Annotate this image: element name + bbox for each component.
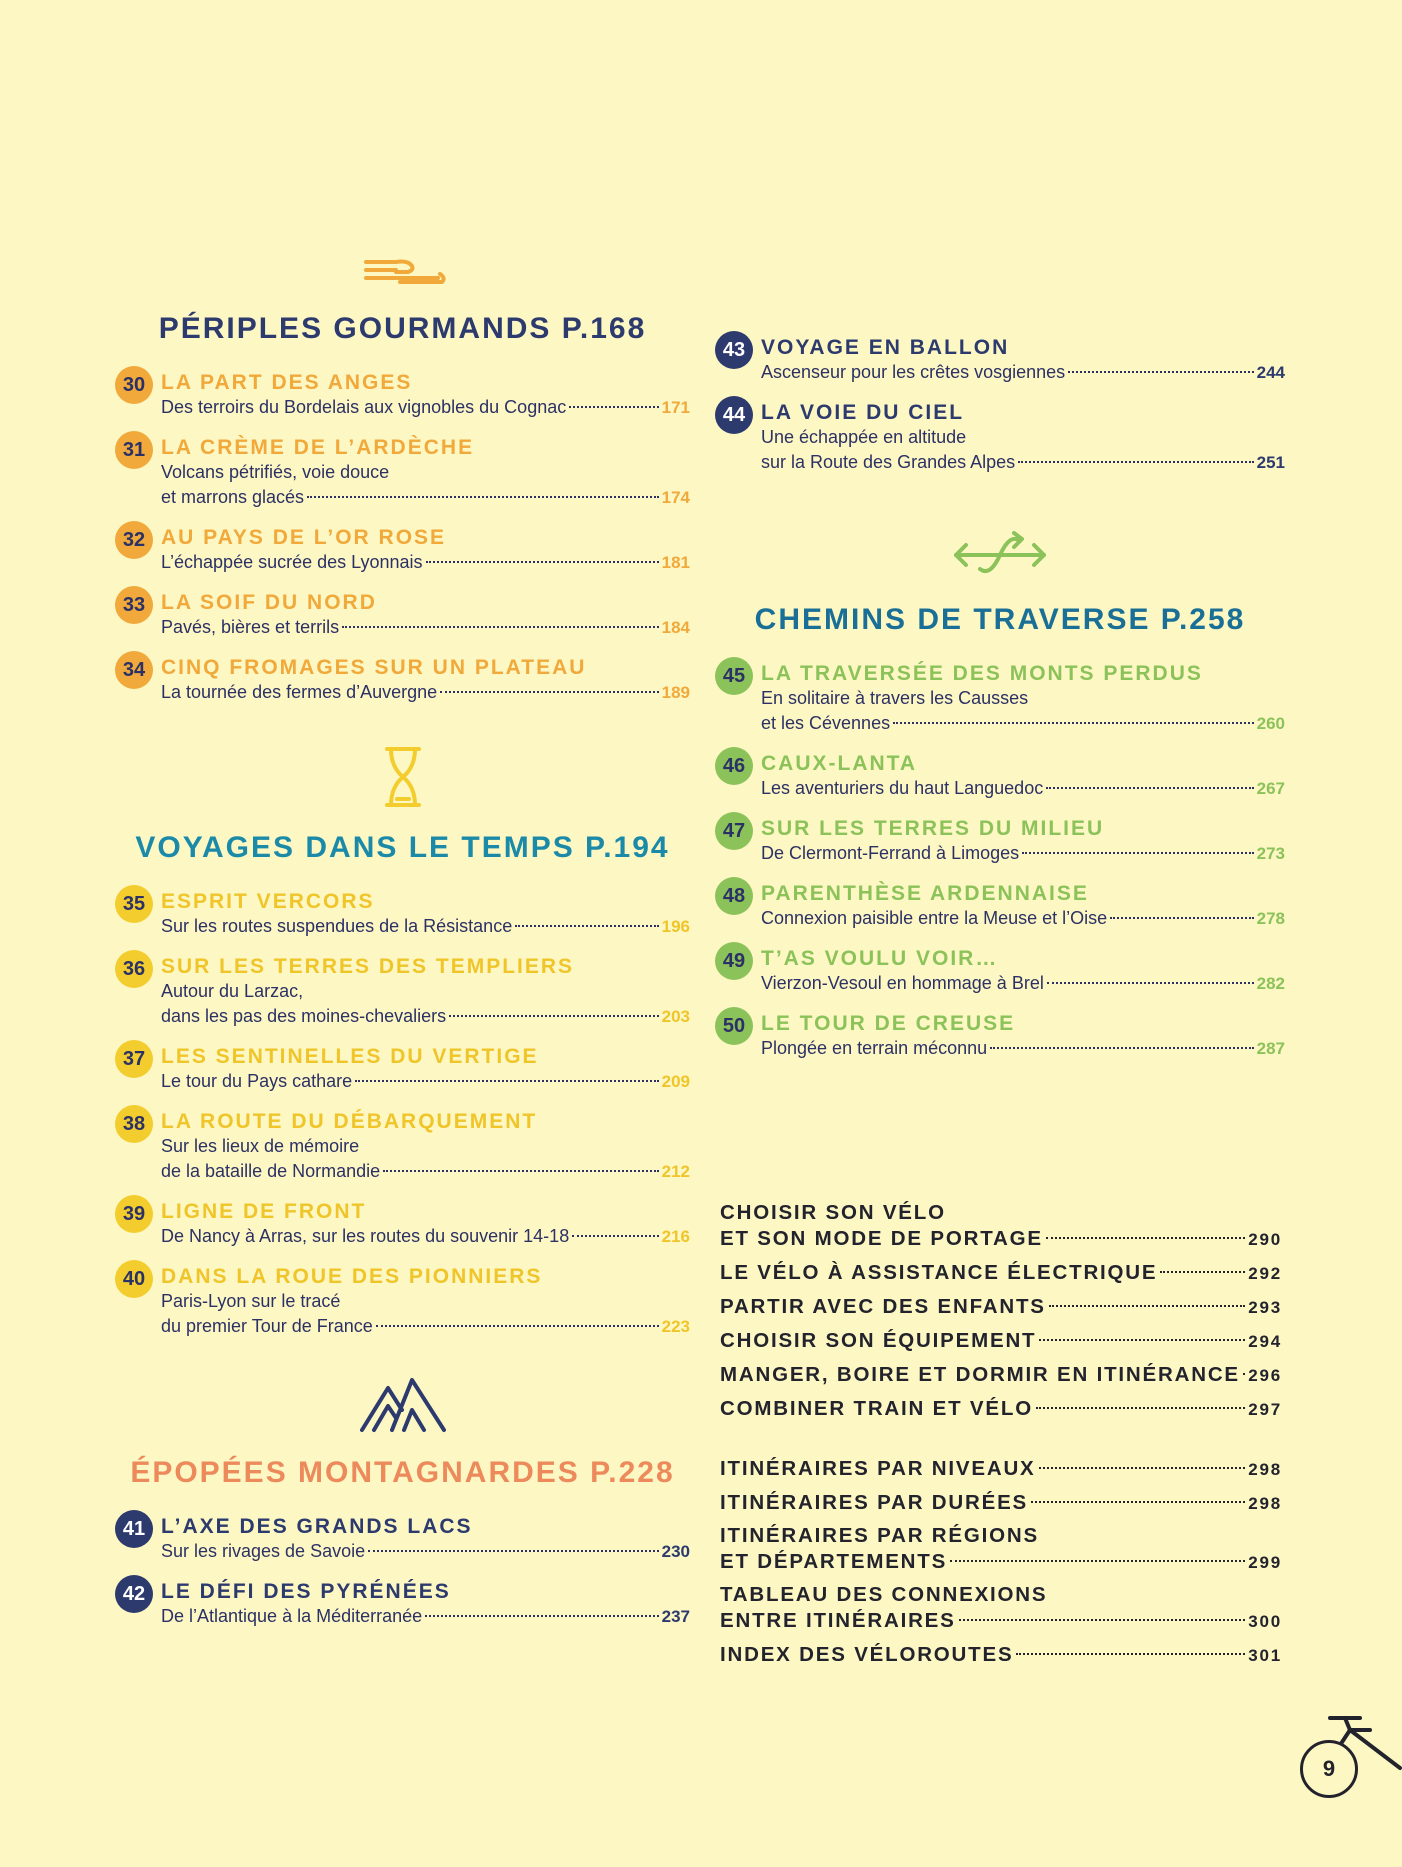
leader-dots — [425, 1615, 658, 1617]
entry-subtitle: Vierzon-Vesoul en hommage à Brel — [761, 973, 1044, 993]
entry-number-badge: 47 — [715, 812, 753, 850]
entry-subtitle: et les Cévennes — [761, 713, 891, 733]
entry-title: SUR LES TERRES DU MILIEU — [761, 817, 1105, 840]
entry-leader-line — [161, 550, 690, 575]
leader-dots — [950, 1560, 1245, 1562]
annex-row[interactable] — [720, 1361, 1282, 1389]
entry-subtitle: sur la Route des Grandes Alpes — [761, 452, 1016, 472]
entry-page: 216 — [661, 1227, 690, 1246]
entry-number-badge: 41 — [115, 1510, 153, 1548]
page-number: 9 — [1300, 1740, 1358, 1798]
entry-number-badge: 35 — [115, 885, 153, 923]
entry-number-badge: 49 — [715, 942, 753, 980]
annex-label: INDEX DES VÉLOROUTES — [720, 1643, 1014, 1666]
toc-entry[interactable] — [715, 751, 1285, 801]
entry-number-badge: 32 — [115, 521, 153, 559]
entry-number-badge: 46 — [715, 747, 753, 785]
leader-dots — [376, 1325, 659, 1327]
annex-page: 301 — [1248, 1646, 1282, 1665]
entry-subtitle: Ascenseur pour les crêtes vosgiennes — [761, 362, 1066, 382]
entry-page: 260 — [1256, 714, 1285, 733]
entry-subtitle: De l’Atlantique à la Méditerranée — [161, 1606, 423, 1626]
entry-number-badge: 34 — [115, 651, 153, 689]
entry-leader-line — [161, 1159, 690, 1184]
entry-number-badge: 39 — [115, 1195, 153, 1233]
annex-row[interactable] — [720, 1455, 1282, 1483]
entry-leader-line — [761, 711, 1285, 736]
toc-entry[interactable] — [115, 1579, 690, 1629]
entry-leader-line — [161, 1224, 690, 1249]
annex-line: ITINÉRAIRES PAR RÉGIONS — [720, 1524, 1039, 1547]
entry-subtitle: La tournée des fermes d’Auvergne — [161, 682, 438, 702]
annex-row[interactable] — [720, 1607, 1282, 1635]
entry-page: 223 — [661, 1317, 690, 1336]
entry-number-badge: 44 — [715, 396, 753, 434]
cutlery-icon — [358, 250, 448, 290]
leader-dots — [440, 691, 658, 693]
annex-label: ITINÉRAIRES PAR DURÉES — [720, 1491, 1029, 1514]
annex-page: 292 — [1248, 1264, 1282, 1283]
left-column — [115, 250, 690, 1644]
leader-dots — [959, 1619, 1246, 1621]
annex-row[interactable] — [720, 1293, 1282, 1321]
entry-page: 282 — [1256, 974, 1285, 993]
leader-dots — [426, 561, 659, 563]
leader-dots — [1047, 982, 1254, 984]
leader-dots — [1046, 787, 1253, 789]
annex-page: 300 — [1248, 1612, 1282, 1631]
toc-entry[interactable] — [115, 525, 690, 575]
leader-dots — [1110, 917, 1253, 919]
annex-label: ET SON MODE DE PORTAGE — [720, 1227, 1043, 1250]
leader-dots — [368, 1550, 659, 1552]
annex-row[interactable] — [720, 1259, 1282, 1287]
annex-label: ET DÉPARTEMENTS — [720, 1550, 948, 1573]
leader-dots — [449, 1015, 658, 1017]
entry-subtitle: Sur les routes suspendues de la Résistance — [161, 916, 513, 936]
entry-title: PARENTHÈSE ARDENNAISE — [761, 882, 1089, 905]
entry-page: 278 — [1256, 909, 1285, 928]
annex-label: MANGER, BOIRE ET DORMIR EN ITINÉRANCE — [720, 1363, 1240, 1386]
toc-entry[interactable] — [115, 1264, 690, 1339]
entry-page: 184 — [661, 618, 690, 637]
entry-title: LE TOUR DE CREUSE — [761, 1012, 1016, 1035]
annex-guides — [720, 1200, 1282, 1429]
leader-dots — [383, 1170, 658, 1172]
entry-page: 181 — [661, 553, 690, 572]
entry-number-badge: 45 — [715, 657, 753, 695]
annex-label: COMBINER TRAIN ET VÉLO — [720, 1397, 1033, 1420]
annex-page: 296 — [1248, 1366, 1282, 1385]
leader-dots — [1039, 1339, 1245, 1341]
entry-page: 209 — [661, 1072, 690, 1091]
annex-page: 298 — [1248, 1494, 1282, 1513]
section-title-traverse: CHEMINS DE TRAVERSE P.258 — [754, 603, 1246, 636]
annex-page: 299 — [1248, 1553, 1282, 1572]
toc-entry[interactable] — [115, 889, 690, 939]
entry-leader-line — [161, 485, 690, 510]
entry-page: 171 — [661, 398, 690, 417]
leader-dots — [1016, 1653, 1245, 1655]
entry-page: 287 — [1256, 1039, 1285, 1058]
hourglass-icon — [383, 745, 423, 809]
toc-entry[interactable] — [115, 435, 690, 510]
annex-label: ITINÉRAIRES PAR NIVEAUX — [720, 1457, 1036, 1480]
entry-number-badge: 50 — [715, 1007, 753, 1045]
entry-title: CINQ FROMAGES SUR UN PLATEAU — [161, 656, 587, 679]
toc-entry[interactable] — [115, 370, 690, 420]
leader-dots — [1031, 1501, 1245, 1503]
entry-page: 244 — [1256, 363, 1285, 382]
annex-page: 298 — [1248, 1460, 1282, 1479]
entry-subtitle: L’échappée sucrée des Lyonnais — [161, 552, 423, 572]
entry-page: 237 — [661, 1607, 690, 1626]
entry-leader-line — [761, 776, 1285, 801]
entry-subtitle: Autour du Larzac, — [161, 981, 304, 1001]
entry-number-badge: 33 — [115, 586, 153, 624]
annex-row[interactable] — [720, 1641, 1282, 1669]
entry-page: 196 — [661, 917, 690, 936]
toc-entry[interactable] — [715, 661, 1285, 736]
toc-entry[interactable] — [115, 1044, 690, 1094]
entry-subtitle: Plongée en terrain méconnu — [761, 1038, 988, 1058]
entry-subtitle: Des terroirs du Bordelais aux vignobles du Cognac — [161, 397, 567, 417]
entry-title: LA TRAVERSÉE DES MONTS PERDUS — [761, 662, 1203, 685]
leader-dots — [1046, 1237, 1245, 1239]
toc-entry[interactable] — [115, 655, 690, 705]
crossing-arrows-icon — [950, 525, 1050, 581]
entry-leader-line — [161, 615, 690, 640]
entry-page: 189 — [661, 683, 690, 702]
annex-row[interactable] — [720, 1225, 1282, 1253]
section-title-temps: VOYAGES DANS LE TEMPS P.194 — [135, 831, 670, 864]
entry-subtitle: Une échappée en altitude — [761, 427, 967, 447]
annex-page: 294 — [1248, 1332, 1282, 1351]
entry-title: VOYAGE EN BALLON — [761, 336, 1010, 359]
entry-leader-line — [161, 1314, 690, 1339]
leader-dots — [893, 722, 1254, 724]
entry-leader-line — [761, 450, 1285, 475]
leader-dots — [515, 925, 658, 927]
leader-dots — [1036, 1407, 1245, 1409]
entry-subtitle: et marrons glacés — [161, 487, 305, 507]
entry-title: LA PART DES ANGES — [161, 371, 413, 394]
leader-dots — [1022, 852, 1254, 854]
entries-gourmands — [115, 370, 690, 705]
toc-entry[interactable] — [115, 954, 690, 1029]
entry-title: SUR LES TERRES DES TEMPLIERS — [161, 955, 575, 978]
entry-title: L’AXE DES GRANDS LACS — [161, 1515, 473, 1538]
annex-page: 297 — [1248, 1400, 1282, 1419]
entry-leader-line — [761, 841, 1285, 866]
entry-subtitle: De Clermont-Ferrand à Limoges — [761, 843, 1020, 863]
entry-number-badge: 38 — [115, 1105, 153, 1143]
entry-page: 230 — [661, 1542, 690, 1561]
entry-title: LA ROUTE DU DÉBARQUEMENT — [161, 1110, 538, 1133]
toc-entry[interactable] — [115, 590, 690, 640]
toc-entry[interactable] — [715, 335, 1285, 385]
entry-number-badge: 42 — [115, 1575, 153, 1613]
mountain-icon — [358, 1374, 448, 1434]
entry-leader-line — [161, 914, 690, 939]
entry-leader-line — [161, 1004, 690, 1029]
toc-entry[interactable] — [115, 1514, 690, 1564]
entry-subtitle: Le tour du Pays cathare — [161, 1071, 353, 1091]
toc-entry[interactable] — [715, 881, 1285, 931]
entry-page: 174 — [661, 488, 690, 507]
entry-leader-line — [761, 906, 1285, 931]
annex-page: 293 — [1248, 1298, 1282, 1317]
annex-row[interactable] — [720, 1489, 1282, 1517]
leader-dots — [1049, 1305, 1245, 1307]
entry-leader-line — [161, 1539, 690, 1564]
leader-dots — [1243, 1373, 1245, 1375]
entry-title: T’AS VOULU VOIR… — [761, 947, 999, 970]
annex-row[interactable] — [720, 1395, 1282, 1423]
entry-subtitle: Pavés, bières et terrils — [161, 617, 340, 637]
entry-subtitle: de la bataille de Normandie — [161, 1161, 381, 1181]
entries-montagnardes-right — [715, 335, 1285, 475]
leader-dots — [569, 406, 658, 408]
entry-leader-line — [161, 1069, 690, 1094]
entry-number-badge: 30 — [115, 366, 153, 404]
toc-entry[interactable] — [715, 1011, 1285, 1061]
annex-label: ENTRE ITINÉRAIRES — [720, 1609, 956, 1632]
entry-page: 251 — [1256, 453, 1285, 472]
entry-page: 267 — [1256, 779, 1285, 798]
annex-row[interactable] — [720, 1548, 1282, 1576]
section-title-montagnardes: ÉPOPÉES MONTAGNARDES P.228 — [130, 1456, 675, 1489]
annex-row[interactable] — [720, 1327, 1282, 1355]
entry-title: CAUX-LANTA — [761, 752, 918, 775]
entry-leader-line — [161, 1604, 690, 1629]
entry-page: 273 — [1256, 844, 1285, 863]
annex-page: 290 — [1248, 1230, 1282, 1249]
entry-number-badge: 48 — [715, 877, 753, 915]
entry-subtitle: En solitaire à travers les Causses — [761, 688, 1029, 708]
annex-label: LE VÉLO À ASSISTANCE ÉLECTRIQUE — [720, 1261, 1158, 1284]
entry-leader-line — [761, 971, 1285, 996]
entry-number-badge: 36 — [115, 950, 153, 988]
entry-title: LIGNE DE FRONT — [161, 1200, 367, 1223]
annex-line: TABLEAU DES CONNEXIONS — [720, 1583, 1048, 1606]
entry-subtitle: Sur les rivages de Savoie — [161, 1541, 366, 1561]
toc-entry[interactable] — [115, 1109, 690, 1184]
entry-title: AU PAYS DE L’OR ROSE — [161, 526, 447, 549]
entry-subtitle: Volcans pétrifiés, voie douce — [161, 462, 390, 482]
annex-line: CHOISIR SON VÉLO — [720, 1201, 946, 1224]
entry-page: 203 — [661, 1007, 690, 1026]
entry-leader-line — [161, 395, 690, 420]
entry-title: DANS LA ROUE DES PIONNIERS — [161, 1265, 543, 1288]
leader-dots — [1039, 1467, 1246, 1469]
leader-dots — [355, 1080, 659, 1082]
entry-subtitle: Les aventuriers du haut Languedoc — [761, 778, 1044, 798]
section-title-gourmands: PÉRIPLES GOURMANDS P.168 — [158, 312, 647, 345]
entry-title: LA VOIE DU CIEL — [761, 401, 965, 424]
leader-dots — [990, 1047, 1253, 1049]
entry-number-badge: 37 — [115, 1040, 153, 1078]
entry-subtitle: Connexion paisible entre la Meuse et l’Oise — [761, 908, 1108, 928]
entry-leader-line — [161, 680, 690, 705]
entry-subtitle: dans les pas des moines-chevaliers — [161, 1006, 447, 1026]
entry-title: LA SOIF DU NORD — [161, 591, 377, 614]
entries-temps — [115, 889, 690, 1339]
toc-entry[interactable] — [715, 400, 1285, 475]
entry-title: ESPRIT VERCORS — [161, 890, 375, 913]
leader-dots — [342, 626, 659, 628]
leader-dots — [307, 496, 659, 498]
toc-entry[interactable] — [115, 1199, 690, 1249]
entry-subtitle: du premier Tour de France — [161, 1316, 373, 1336]
entry-title: LES SENTINELLES DU VERTIGE — [161, 1045, 539, 1068]
entry-number-badge: 31 — [115, 431, 153, 469]
annex-label: PARTIR AVEC DES ENFANTS — [720, 1295, 1046, 1318]
leader-dots — [1160, 1271, 1245, 1273]
entry-leader-line — [761, 1036, 1285, 1061]
toc-entry[interactable] — [715, 946, 1285, 996]
entry-number-badge: 40 — [115, 1260, 153, 1298]
entry-subtitle: De Nancy à Arras, sur les routes du souvenir 14-18 — [161, 1226, 570, 1246]
annex-indexes — [720, 1455, 1282, 1675]
annex-label: CHOISIR SON ÉQUIPEMENT — [720, 1329, 1037, 1352]
right-column — [715, 335, 1285, 1076]
leader-dots — [1068, 371, 1253, 373]
entry-leader-line — [761, 360, 1285, 385]
leader-dots — [572, 1235, 658, 1237]
entry-page: 212 — [661, 1162, 690, 1181]
entry-title: LA CRÈME DE L’ARDÈCHE — [161, 436, 475, 459]
entries-montagnardes-left — [115, 1514, 690, 1629]
entry-title: LE DÉFI DES PYRÉNÉES — [161, 1580, 451, 1603]
entries-traverse — [715, 661, 1285, 1061]
entry-subtitle: Sur les lieux de mémoire — [161, 1136, 360, 1156]
entry-number-badge: 43 — [715, 331, 753, 369]
toc-entry[interactable] — [715, 816, 1285, 866]
leader-dots — [1018, 461, 1253, 463]
entry-subtitle: Paris-Lyon sur le tracé — [161, 1291, 341, 1311]
